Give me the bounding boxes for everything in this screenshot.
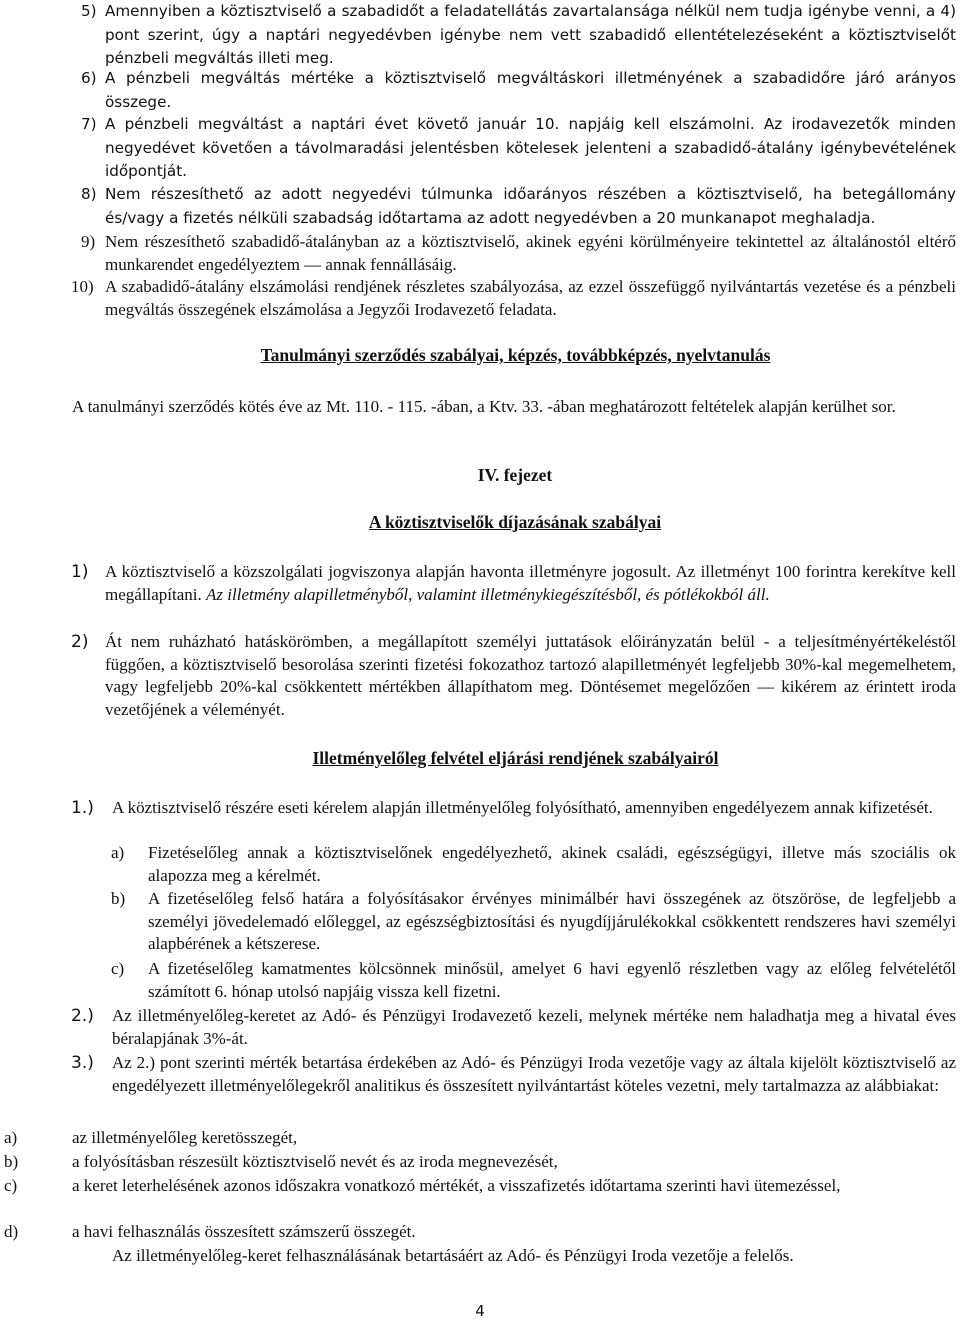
item-text: a keret leterhelésének azonos időszakra vonatkozó mértékét, a visszafizetés időtartama szerinti havi ütemezéssel, xyxy=(72,1176,841,1195)
list-item xyxy=(71,797,956,820)
list-item xyxy=(71,1005,956,1050)
item-number: 5) xyxy=(81,2,97,20)
sub-list-item xyxy=(111,888,956,956)
item-text: Az 2.) pont szerinti mérték betartása érdekében az Adó- és Pénzügyi Iroda vezetője vagy az általa kijelölt köztisztviselő az engedélyezett illetményelőlegekről analitikus és összesített nyilvántartást köteles vezetni, mely tartalmazza az alábbiakat: xyxy=(112,1053,956,1095)
item-number: 2.) xyxy=(71,1006,94,1026)
chapter-title: IV. fejezet xyxy=(477,465,553,485)
item-number: 1.) xyxy=(71,798,94,818)
list-item xyxy=(4,1151,956,1174)
item-text: A köztisztviselő részére eseti kérelem alapján illetményelőleg folyósítható, amennyiben engedélyezem annak kifizetését. xyxy=(112,798,933,817)
item-text: A pénzbeli megváltás mértéke a köztisztviselő megváltáskori illetményének a szabadidőre járó arányos összege. xyxy=(105,69,956,111)
item-number: 8) xyxy=(81,185,97,203)
section-heading: Tanulmányi szerződés szabályai, képzés, továbbképzés, nyelvtanulás xyxy=(260,345,771,365)
item-number: c) xyxy=(111,959,125,978)
item-text: Az illetményelőleg-keretet az Adó- és Pénzügyi Irodavezető kezeli, melynek mértéke nem haladhatja meg a hivatal éves béralapjának 3%-át. xyxy=(112,1006,956,1048)
item-number: 2) xyxy=(71,632,89,652)
item-text: A szabadidő-átalány elszámolási rendjének részletes szabályozása, az ezzel összefüggő nyilvántartás vezetése és a pénzbeli megváltás összegének elszámolása a Jegyzői Irodavezető feladata. xyxy=(105,277,956,319)
item-text: A fizetéselőleg kamatmentes kölcsönnek minősül, amelyet 6 havi egyenlő részletben vagy az előleg felvételétől számított 6. hónap utolsó napjáig vissza kell fizetni. xyxy=(148,959,956,1001)
item-number: 6) xyxy=(81,69,97,87)
section-heading: A köztisztviselők díjazásának szabályai xyxy=(368,512,662,532)
item-text: a folyósításban részesült köztisztviselő nevét és az iroda megnevezését, xyxy=(72,1152,558,1171)
item-text: A pénzbeli megváltást a naptári évet követő január 10. napjáig kell elszámolni. Az irodavezetők minden negyedévet követően a távolmaradási jelentésben kötelesek jelenteni a szabadidő-átalány igénybevételének időpontját. xyxy=(105,115,956,180)
list-item xyxy=(71,561,956,606)
item-number: d) xyxy=(4,1222,19,1241)
item-number: 3.) xyxy=(71,1053,94,1073)
item-text: Át nem ruházható hatáskörömben, a megállapított személyi juttatások előirányzatán belül - a teljesítményértékeléstől függően, a köztisztviselő besorolása szerinti fizetési fokozathoz tartozó alapilletményét legfeljebb 30%-kal megemelhetem, vagy legfeljebb 20%-kal csökkentett mértékben állapíthatom meg. Döntésemet megelőzően ― kikérem az érintett iroda vezetőjének a véleményét. xyxy=(105,632,956,719)
item-number: 1) xyxy=(71,562,89,582)
closing-paragraph: Az illetményelőleg-keret felhasználásának betartásáért az Adó- és Pénzügyi Iroda vezetője a felelős. xyxy=(112,1246,794,1265)
item-number: b) xyxy=(111,889,126,908)
list-item xyxy=(4,1175,956,1198)
item-text: Fizetéselőleg annak a köztisztviselőnek engedélyezhető, akinek családi, egészségügyi, illetve más szociális ok alapozza meg a kérelmét. xyxy=(148,843,956,885)
sub-list-item xyxy=(111,958,956,1003)
item-number: c) xyxy=(4,1176,18,1195)
list-item xyxy=(71,1052,956,1097)
list-item xyxy=(81,183,956,230)
list-item xyxy=(81,231,956,276)
list-item xyxy=(4,1127,956,1150)
item-text: a havi felhasználás összesített számszerű összegét. xyxy=(72,1222,416,1241)
list-item xyxy=(81,67,956,114)
section-heading: Illetményelőleg felvétel eljárási rendjének szabályairól xyxy=(312,748,719,768)
list-item xyxy=(71,631,956,721)
item-text: Nem részesíthető az adott negyedévi túlmunka időarányos részében a köztisztviselő, ha betegállomány és/vagy a fizetés nélküli szabadság időtartama az adott negyedévben a 20 munkanapot meghaladja. xyxy=(105,185,956,227)
item-number: a) xyxy=(4,1128,18,1147)
paragraph: A tanulmányi szerződés kötés éve az Mt. 110. - 115. -ában, a Ktv. 33. -ában meghatározott feltételek alapján kerülhet sor. xyxy=(72,397,896,416)
list-item xyxy=(4,1221,956,1244)
item-number: 10) xyxy=(71,277,94,296)
item-number: 9) xyxy=(81,232,96,251)
item-number: b) xyxy=(4,1152,19,1171)
item-text: Nem részesíthető szabadidő-átalányban az a köztisztviselő, akinek egyéni körülményeire tekintettel az általánostól eltérő munkarendet engedélyeztem ― annak fennállásáig. xyxy=(105,232,956,274)
item-text: A fizetéselőleg felső határa a folyósításakor érvényes minimálbér havi összegének az ötszöröse, de legfeljebb a személyi jövedelemadó előleggel, az egészségbiztosítási és nyugdíjjárulékokkal csökkentett rendszeres havi személyi alapbérének a kétszerese. xyxy=(148,889,956,953)
item-text: az illetményelőleg keretösszegét, xyxy=(72,1128,298,1147)
item-text-italic: Az illetmény alapilletményből, valamint illetménykiegészítésből, és pótlékokból áll. xyxy=(206,584,770,604)
sub-list-item xyxy=(111,842,956,887)
page-number: 4 xyxy=(475,1302,485,1320)
list-item xyxy=(71,276,956,321)
item-text: A köztisztviselő a közszolgálati jogviszonya alapján havonta illetményre jogosult. Az illetményt 100 forintra kerekítve kell megállapítani. xyxy=(105,562,956,604)
list-item xyxy=(81,113,956,184)
list-item xyxy=(81,0,956,71)
item-number: a) xyxy=(111,843,125,862)
item-number: 7) xyxy=(81,115,97,133)
item-text: Amennyiben a köztisztviselő a szabadidőt a feladatellátás zavartalansága nélkül nem tudja igénybe venni, a 4) pont szerint, úgy a naptári negyedévben igénybe nem vett szabadidő ellentételezéseként a köztisztviselőt pénzbeli megváltás illeti meg. xyxy=(105,2,956,67)
